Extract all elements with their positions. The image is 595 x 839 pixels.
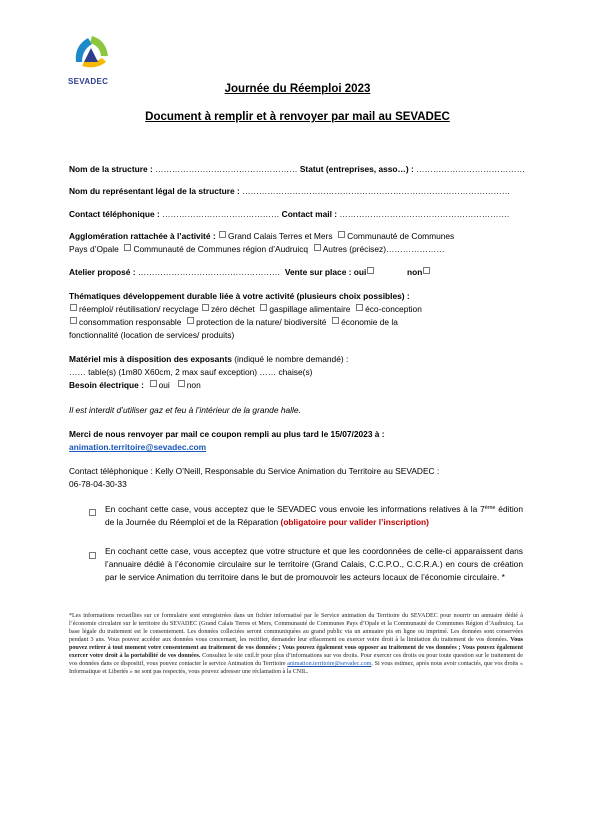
besoin-non-label: non [186, 380, 201, 390]
representant-label: Nom du représentant légal de la structure : [69, 186, 240, 196]
themes-line-2 [69, 316, 398, 328]
vente-non-checkbox[interactable] [423, 267, 430, 274]
agglo-opt3-label: Communauté de Communes région d’Audruicq [133, 244, 309, 254]
agglo-line-2 [69, 243, 445, 255]
besoin-oui-label: oui [158, 380, 170, 390]
structure-field[interactable]: …………………………………………… [155, 164, 298, 174]
structure-line [69, 163, 525, 175]
atelier-line [69, 266, 432, 278]
atelier-field[interactable]: …………………………………………… [137, 267, 281, 277]
agglo-opt2b-label: Pays d’Opale [69, 244, 119, 254]
vente-oui-checkbox[interactable] [367, 267, 374, 274]
theme-fonctionnalite-checkbox[interactable] [332, 317, 339, 324]
agglo-label: Agglomération rattachée à l’activité : [69, 231, 216, 241]
agglo-opt3-checkbox[interactable] [124, 244, 131, 251]
footnote-rights: Vous pouvez retirer à tout moment votre consentement au traitement de vos données ; Vous pouvez également vous opposer au traitement de vos données ; Vous pouvez également exercer votre droit à la portabilité de vos données. [69, 637, 524, 659]
sevadec-logo [68, 32, 114, 86]
footnote-p2: Consultez le site cnil.fr pour plus d’informations sur vos droits. Pour exercer ces droits ou pour toute question sur le traitement de vos données dans ce dispositif, vous pouvez contacter le service Animation du Territoire [69, 653, 523, 667]
contact-line [69, 208, 509, 220]
consent2-text: En cochant cette case, vous acceptez que votre structure et que les coordonnées de celle-ci apparaissent dans l’annuaire dédié à l’économie circulaire sur le territoire (Grand Calais, C.C.P.O., C.C.R.A.) en cours de création par le service Animation du territoire dans le but de promouvoir les acteurs locaux de l’économie circulaire. * [105, 546, 523, 582]
tel-label: Contact téléphonique : [69, 209, 160, 219]
page-title: Journée du Réemploi 2023 [224, 83, 371, 95]
themes-line-3: fonctionnalité (location de services/ produits) [69, 330, 235, 340]
agglo-opt1-checkbox[interactable] [219, 231, 226, 238]
consent1-sup: ème [484, 505, 496, 511]
page-subtitle: Document à remplir et à renvoyer par mail au SEVADEC [145, 111, 450, 123]
footnote [69, 612, 523, 676]
theme-zero-dechet-checkbox[interactable] [202, 304, 209, 311]
materiel-quantities[interactable]: …… table(s) (1m80 X60cm, 2 max sauf exception) …… chaise(s) [69, 367, 313, 377]
contact-phone: 06-78-04-30-33 [69, 479, 127, 489]
consent1-text [105, 502, 523, 529]
warning-text: Il est interdit d’utiliser gaz et feu à l’intérieur de la grande halle. [69, 405, 301, 415]
sevadec-logo-icon [68, 32, 114, 70]
theme-nature-checkbox[interactable] [187, 317, 194, 324]
theme-gaspillage-checkbox[interactable] [260, 304, 267, 311]
besoin-oui-checkbox[interactable] [150, 380, 157, 387]
themes-line-1 [69, 303, 422, 315]
agglo-opt2-checkbox[interactable] [338, 231, 345, 238]
theme-fonctionnalite-label: économie de la [341, 317, 398, 327]
footnote-p3: . Si vous estimez, après nous avoir contactés, que vos droits « Informatique et Libertés » ne sont pas respectés, vous pouvez adresser une réclamation à la CNIL. [69, 661, 523, 675]
vente-oui-label: oui [353, 267, 367, 277]
mail-field[interactable]: ……………………………………………………. [339, 209, 510, 219]
logo-text: SEVADEC [68, 77, 109, 86]
statut-label: Statut (entreprises, asso…) : [299, 164, 414, 174]
theme-reemploi-checkbox[interactable] [70, 304, 77, 311]
materiel-label: Matériel mis à disposition des exposants [69, 354, 232, 364]
consent1-checkbox[interactable] [88, 504, 98, 522]
consent2-checkbox[interactable] [88, 547, 98, 565]
theme-consommation-label: consommation responsable [79, 317, 182, 327]
theme-gaspillage-label: gaspillage alimentaire [269, 304, 351, 314]
agglo-opt4-label: Autres (précisez)………………… [322, 244, 445, 254]
theme-consommation-checkbox[interactable] [70, 317, 77, 324]
besoin-line [69, 379, 201, 391]
consent1-required: (obligatoire pour valider l’inscription) [280, 517, 429, 527]
representant-field[interactable]: …………………………………………………………………………………… [242, 186, 511, 196]
themes-label: Thématiques développement durable liée à votre activité (plusieurs choix possibles) : [69, 291, 410, 301]
footnote-email-link[interactable]: animation.territoire@sevadec.com [287, 661, 372, 667]
atelier-label: Atelier proposé : [69, 267, 136, 277]
vente-non-label: non [407, 267, 423, 277]
theme-zero-dechet-label: zéro déchet [210, 304, 255, 314]
contact-text: Contact téléphonique : Kelly O’Neill, Responsable du Service Animation du Territoire au SEVADEC : [69, 466, 440, 476]
merci-text: Merci de nous renvoyer par mail ce coupon rempli au plus tard le 15/07/2023 à : [69, 429, 385, 439]
agglo-opt4-checkbox[interactable] [314, 244, 321, 251]
theme-nature-label: protection de la nature/ biodiversité [196, 317, 327, 327]
representant-line [69, 185, 510, 197]
consent1-pre: En cochant cette case, vous acceptez que le SEVADEC vous envoie les informations relatives à la 7 [105, 504, 485, 514]
agglo-opt1-label: Grand Calais Terres et Mers [227, 231, 333, 241]
agglo-opt2-label: Communauté de Communes [347, 231, 455, 241]
tel-field[interactable]: …………………………………… [162, 209, 280, 219]
vente-label: Vente sur place : [284, 267, 352, 277]
besoin-non-checkbox[interactable] [178, 380, 185, 387]
theme-reemploi-label: réemploi/ réutilisation/ recyclage [79, 304, 199, 314]
materiel-hint: (indiqué le nombre demandé) : [234, 354, 349, 364]
statut-field[interactable]: ………………………………… [416, 164, 526, 174]
footnote-p1: *Les informations recueillies sur ce formulaire sont enregistrées dans un fichier informatisé par le Service animation du Territoire du SEVADEC pour nourrir un annuaire dédié à l’économie circulaire sur le territoire du SEVADEC (Grand Calais Terres et Mers, Communauté de Communes Pays d’Opale et la Communauté de Communes Région d’Audruicq. La base légale du traitement est le consentement. Les données collectées seront communiquées au grand public via un annuaire pis en ligne ou imprimé. Les données sont conservées pendant 3 ans. Vous pouvez accéder aux données vous concernant, les rectifier, demander leur effacement ou exercer votre droit à la limitation du traitement de vos données. [69, 613, 523, 643]
structure-label: Nom de la structure : [69, 164, 153, 174]
besoin-label: Besoin électrique : [69, 380, 144, 390]
mail-label: Contact mail : [281, 209, 338, 219]
materiel-line [69, 353, 348, 365]
contact-email-link[interactable]: animation.territoire@sevadec.com [69, 442, 207, 452]
theme-ecoconception-checkbox[interactable] [356, 304, 363, 311]
agglo-line-1 [69, 230, 454, 242]
consent1-post: édition de la Journée du Réemploi et de la Réparation [105, 504, 523, 527]
theme-ecoconception-label: éco-conception [365, 304, 422, 314]
